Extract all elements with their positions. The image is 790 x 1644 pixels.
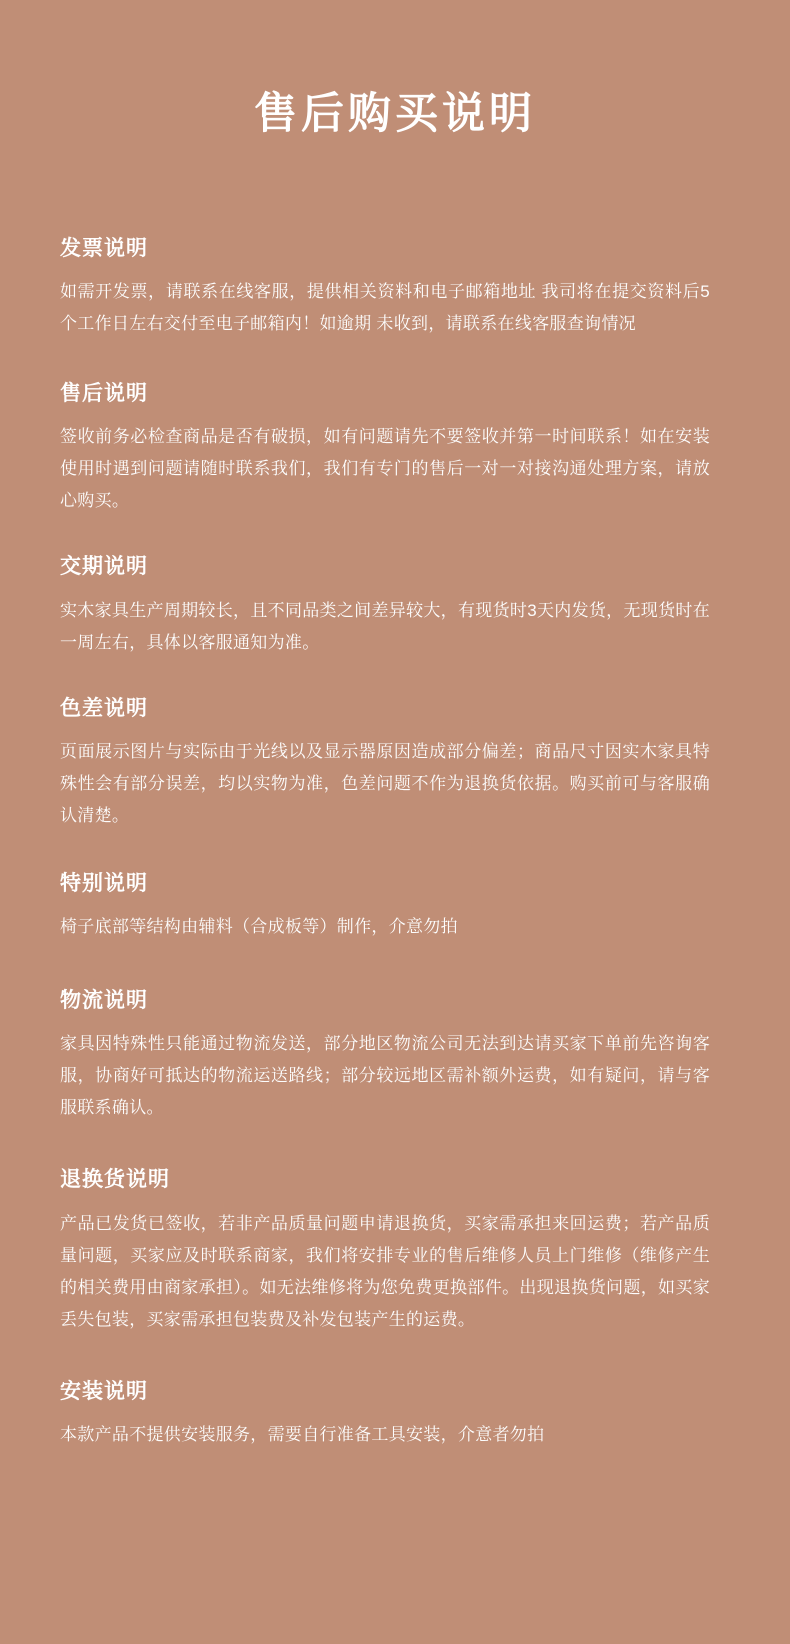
section-body-special: 椅子底部等结构由辅料（合成板等）制作，介意勿拍 [60,917,458,937]
section-title-invoice: 发票说明 [60,236,148,260]
section-body-installation: 本款产品不提供安装服务，需要自行准备工具安装，介意者勿拍 [60,1425,545,1445]
section-color-difference [60,695,730,832]
section-delivery [60,553,730,658]
section-installation [60,1378,730,1451]
section-title-installation: 安装说明 [60,1379,148,1403]
section-special [60,870,730,943]
section-body-delivery: 实木家具生产周期较长，且不同品类之间差异较大，有现货时3天内发货，无现货时在一周左右，具体以客服通知为准。 [60,600,710,652]
section-body-color-difference: 页面展示图片与实际由于光线以及显示器原因造成部分偏差；商品尺寸因实木家具特殊性会有部分误差，均以实物为准，色差问题不作为退换货依据。购买前可与客服确认清楚。 [60,741,710,825]
section-body-logistics: 家具因特殊性只能通过物流发送，部分地区物流公司无法到达请买家下单前先咨询客服，协商好可抵达的物流运送路线；部分较远地区需补额外运费，如有疑问，请与客服联系确认。 [60,1034,710,1118]
section-logistics [60,987,730,1124]
page-title: 售后购买说明 [254,89,536,138]
section-body-return-exchange: 产品已发货已签收，若非产品质量问题申请退换货，买家需承担来回运费；若产品质量问题，买家应及时联系商家，我们将安排专业的售后维修人员上门维修（维修产生的相关费用由商家承担）。如无法维修将为您免费更换部件。出现退换货问题，如买家丢失包装，买家需承担包装费及补发包装产生的运费。 [60,1213,710,1329]
section-body-aftersale: 签收前务必检查商品是否有破损，如有问题请先不要签收并第一时间联系！如在安装使用时遇到问题请随时联系我们，我们有专门的售后一对一对接沟通处理方案，请放心购买。 [60,427,710,511]
section-title-special: 特别说明 [60,871,148,895]
section-title-color-difference: 色差说明 [60,696,148,720]
after-sales-instructions-page [0,29,790,1644]
section-title-logistics: 物流说明 [60,989,148,1013]
section-body-invoice: 如需开发票，请联系在线客服，提供相关资料和电子邮箱地址 我司将在提交资料后5个工作日左右交付至电子邮箱内！如逾期 未收到，请联系在线客服查询情况 [60,281,710,333]
section-aftersale [60,380,730,517]
section-title-delivery: 交期说明 [60,555,148,579]
sections-container [0,235,790,1451]
section-return-exchange [60,1166,730,1335]
section-title-aftersale: 售后说明 [60,381,148,405]
section-title-return-exchange: 退换货说明 [60,1168,170,1192]
section-invoice [60,235,730,340]
